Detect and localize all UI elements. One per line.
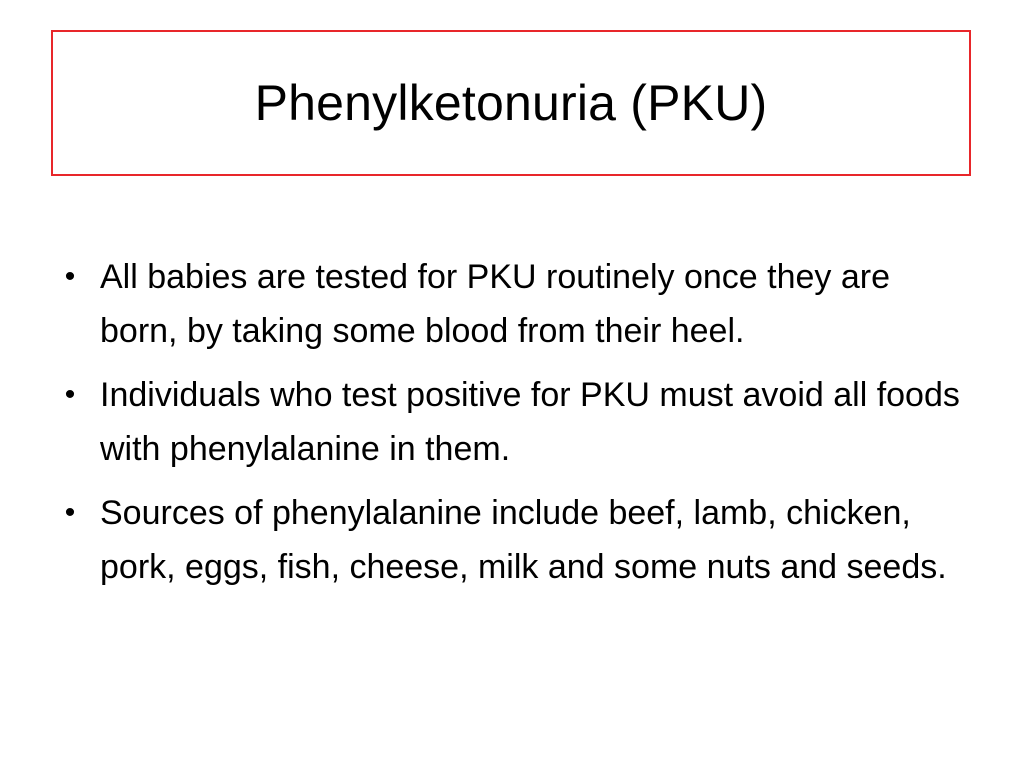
title-box bbox=[51, 30, 971, 176]
slide-title: Phenylketonuria (PKU) bbox=[254, 75, 768, 131]
bullet-text: Sources of phenylalanine include beef, lamb, chicken, pork, eggs, fish, cheese, milk and some nuts and seeds. bbox=[100, 494, 947, 586]
bullet-list bbox=[60, 250, 960, 604]
bullet-item bbox=[60, 368, 960, 476]
bullet-item bbox=[60, 486, 960, 594]
bullet-text: Individuals who test positive for PKU must avoid all foods with phenylalanine in them. bbox=[100, 376, 960, 468]
bullet-item bbox=[60, 250, 960, 358]
bullet-icon: • bbox=[64, 496, 76, 529]
bullet-text: All babies are tested for PKU routinely once they are born, by taking some blood from their heel. bbox=[100, 258, 890, 350]
bullet-icon: • bbox=[64, 378, 76, 411]
bullet-icon: • bbox=[64, 260, 76, 293]
